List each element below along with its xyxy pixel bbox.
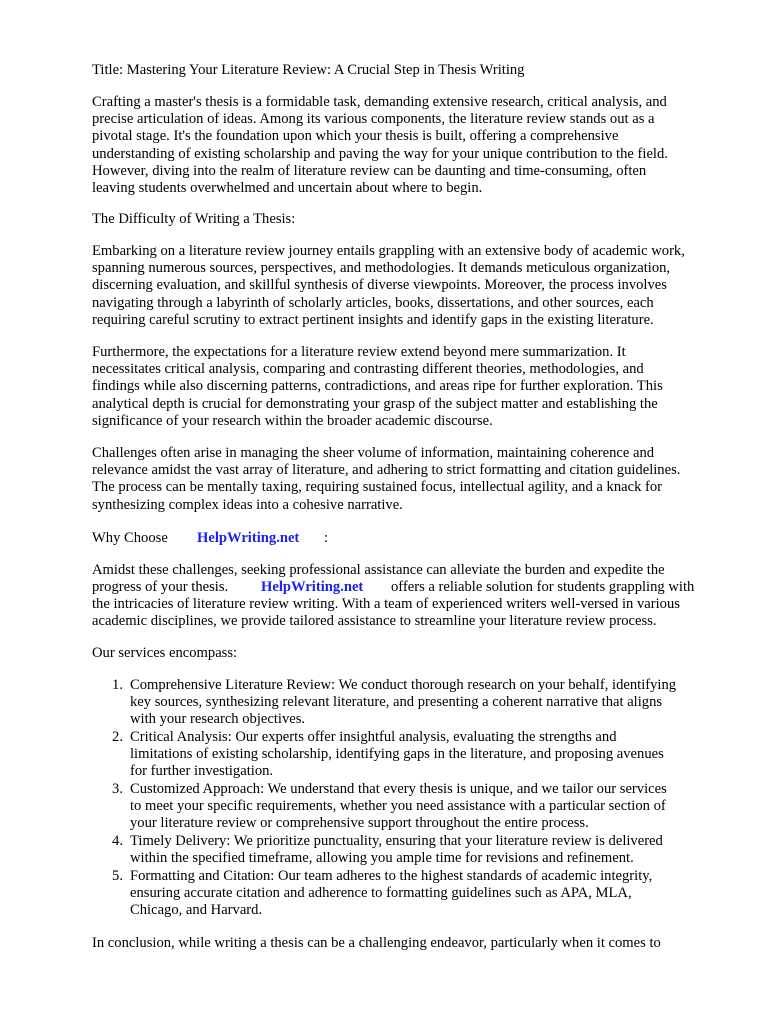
difficulty-paragraph-1 <box>92 243 685 329</box>
helpwriting-inline-link[interactable]: HelpWriting.net <box>261 579 364 595</box>
intro-paragraph <box>92 94 668 197</box>
assist-line-3: the intricacies of literature review writing. With a team of experienced writers well-versed in various <box>92 596 680 612</box>
list-item-number: 5. <box>112 868 123 884</box>
helpwriting-link[interactable]: HelpWriting.net <box>197 530 300 546</box>
paragraph-line: spanning numerous sources, perspectives, and methodologies. It demands meticulous organization, <box>92 260 671 277</box>
list-item-number: 4. <box>112 833 123 849</box>
difficulty-paragraph-2 <box>92 344 663 430</box>
assist-line-2-prefix: progress of your thesis. <box>92 579 229 595</box>
list-item-line: Formatting and Citation: Our team adheres to the highest standards of academic integrity, <box>130 868 653 884</box>
list-item-text <box>130 781 667 833</box>
list-item-line: Chicago, and Harvard. <box>130 902 263 919</box>
list-item-line: Timely Delivery: We prioritize punctuality, ensuring that your literature review is delivered <box>130 833 663 849</box>
list-item-line: for further investigation. <box>130 763 274 780</box>
list-item-line: Customized Approach: We understand that every thesis is unique, and we tailor our services <box>130 781 667 797</box>
assist-line-1: Amidst these challenges, seeking professional assistance can alleviate the burden and expedite the <box>92 562 665 578</box>
list-item-number: 3. <box>112 781 123 797</box>
list-item-line: ensuring accurate citation and adherence to formatting guidelines such as APA, MLA, <box>130 885 632 902</box>
paragraph-line: understanding of existing scholarship and paving the way for your unique contribution to the field. <box>92 145 668 162</box>
paragraph-line: discerning evaluation, and skillful synthesis of diverse viewpoints. Moreover, the process involves <box>92 277 667 294</box>
document-title: Title: Mastering Your Literature Review: A Crucial Step in Thesis Writing <box>92 62 525 78</box>
paragraph-line: relevance amidst the vast array of literature, and adhering to strict formatting and citation guidelines. <box>92 462 681 479</box>
list-item-line: to meet your specific requirements, whether you need assistance with a particular section of <box>130 798 666 815</box>
paragraph-line: The process can be mentally taxing, requiring sustained focus, intellectual agility, and a knack for <box>92 479 663 496</box>
paragraph-line: Crafting a master's thesis is a formidable task, demanding extensive research, critical analysis, and <box>92 94 667 110</box>
list-item-text <box>130 833 663 867</box>
paragraph-line: pivotal stage. It's the foundation upon which your thesis is built, offering a comprehensive <box>92 128 619 145</box>
list-item-line: Comprehensive Literature Review: We conduct thorough research on your behalf, identifying <box>130 677 677 693</box>
list-item-line: key sources, synthesizing relevant literature, and presenting a coherent narrative that aligns <box>130 694 663 711</box>
paragraph-line: Challenges often arise in managing the sheer volume of information, maintaining coherence and <box>92 445 655 461</box>
list-item-line: your literature review or comprehensive support throughout the entire process. <box>130 815 589 832</box>
paragraph-line: precise articulation of ideas. Among its various components, the literature review stands out as a <box>92 111 655 128</box>
list-item-text <box>130 729 664 781</box>
list-item-line: with your research objectives. <box>130 711 306 728</box>
list-item-number: 2. <box>112 729 123 745</box>
paragraph-line: requiring careful scrutiny to extract pertinent insights and identify gaps in the existing literature. <box>92 311 654 328</box>
list-item-text <box>130 868 652 920</box>
difficulty-paragraph-3 <box>92 445 680 514</box>
paragraph-line: navigating through a labyrinth of scholarly articles, books, dissertations, and other sources, each <box>92 294 654 311</box>
paragraph-line: findings while also discerning patterns, contradictions, and areas ripe for further exploration. This <box>92 378 663 395</box>
paragraph-line: leaving students overwhelmed and uncertain about where to begin. <box>92 179 483 196</box>
list-item-line: within the specified timeframe, allowing you ample time for revisions and refinement. <box>130 850 634 867</box>
paragraph-line: significance of your research within the broader academic discourse. <box>92 412 493 429</box>
list-item-line: limitations of existing scholarship, identifying gaps in the literature, and proposing avenues <box>130 746 664 763</box>
paragraph-line: synthesizing complex ideas into a cohesive narrative. <box>92 496 403 513</box>
paragraph-line: analytical depth is crucial for demonstrating your grasp of the subject matter and establishing the <box>92 395 658 412</box>
why-choose-colon: : <box>324 530 329 546</box>
list-item-number: 1. <box>112 677 123 693</box>
assist-line-2-suffix: offers a reliable solution for students grappling with <box>391 579 695 595</box>
paragraph-line: Embarking on a literature review journey entails grappling with an extensive body of academic work, <box>92 243 685 259</box>
list-item-line: Critical Analysis: Our experts offer insightful analysis, evaluating the strengths and <box>130 729 617 745</box>
why-choose-label: Why Choose <box>92 530 168 546</box>
paragraph-line: However, diving into the realm of literature review can be daunting and time-consuming, often <box>92 162 647 179</box>
assist-line-4: academic disciplines, we provide tailored assistance to streamline your literature review process. <box>92 613 657 629</box>
difficulty-heading: The Difficulty of Writing a Thesis: <box>92 211 296 227</box>
paragraph-line: Furthermore, the expectations for a literature review extend beyond mere summarization. It <box>92 344 626 360</box>
paragraph-line: necessitates critical analysis, comparing and contrasting different theories, methodologies, and <box>92 361 644 378</box>
list-item-text <box>130 677 676 729</box>
services-heading: Our services encompass: <box>92 645 238 661</box>
conclusion-line: In conclusion, while writing a thesis can be a challenging endeavor, particularly when it comes to <box>92 935 661 951</box>
